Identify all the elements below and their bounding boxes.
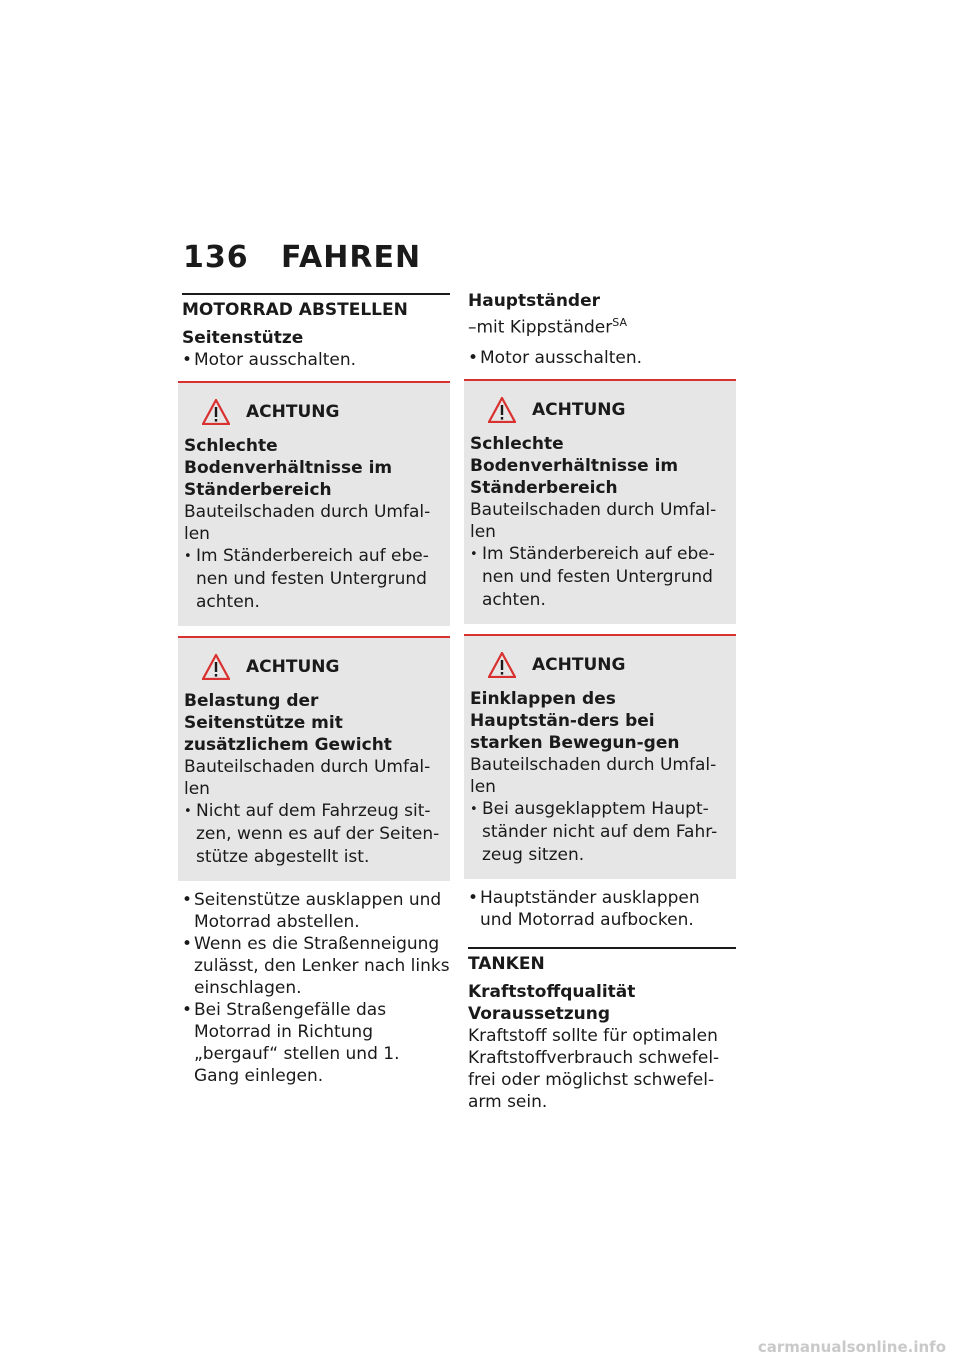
section-title: MOTORRAD ABSTELLEN <box>182 300 408 320</box>
watermark: carmanualsonline.info <box>757 1338 946 1356</box>
warning-title: ACHTUNG <box>532 654 626 675</box>
warning-title: ACHTUNG <box>532 399 626 420</box>
option-superscript: SA <box>612 316 627 329</box>
body-text: Kraftstoff sollte für optimalen Kraftstoffverbrauch schwefel-frei oder möglichst schwefel-arm sein. <box>468 1025 720 1112</box>
option-text: –mit Kippständer <box>468 317 613 338</box>
warning-text: Bauteilschaden durch Umfal-len <box>184 502 431 544</box>
left-column <box>182 293 450 1087</box>
warning-bullet: • Im Ständerbereich auf ebe-nen und festen Untergrund achten. <box>470 543 728 612</box>
right-column <box>468 290 736 1113</box>
warning-triangle-icon <box>488 652 516 678</box>
warning-bullet: • Bei ausgeklapptem Haupt-ständer nicht auf dem Fahr-zeug sitzen. <box>470 798 728 867</box>
bullet-item: • Hauptständer ausklappen und Motorrad aufbocken. <box>468 887 736 931</box>
warning-triangle-icon <box>202 654 230 680</box>
warning-bullet: • Nicht auf dem Fahrzeug sit-zen, wenn es auf der Seiten-stütze abgestellt ist. <box>184 800 442 869</box>
bullet-item: • Motor ausschalten. <box>182 349 450 371</box>
warning-heading: Belastung der Seitenstütze mit zusätzlichem Gewicht <box>184 691 392 755</box>
warning-title: ACHTUNG <box>246 402 340 422</box>
warning-box <box>464 634 736 879</box>
warning-triangle-icon <box>202 399 230 425</box>
section-rule <box>468 947 736 949</box>
section-title: TANKEN <box>468 953 545 974</box>
chapter-title: FAHREN <box>281 240 422 275</box>
warning-title: ACHTUNG <box>246 657 340 677</box>
warning-text: Bauteilschaden durch Umfal-len <box>470 754 717 797</box>
subsection-title: Kraftstoffqualität <box>468 981 636 1002</box>
page-number: 136 <box>183 240 249 275</box>
warning-text: Bauteilschaden durch Umfal-len <box>184 757 431 799</box>
warning-heading: Schlechte Bodenverhältnisse im Ständerbereich <box>470 433 679 498</box>
warning-box <box>178 381 450 626</box>
warning-box <box>178 636 450 881</box>
warning-heading: Schlechte Bodenverhältnisse im Ständerbereich <box>184 436 393 500</box>
section-rule <box>182 293 450 295</box>
page-header <box>183 240 421 275</box>
bullet-item: • Motor ausschalten. <box>468 347 736 369</box>
warning-bullet: • Im Ständerbereich auf ebe-nen und festen Untergrund achten. <box>184 545 442 614</box>
warning-triangle-icon <box>488 397 516 423</box>
bullet-item: • Seitenstütze ausklappen und Motorrad abstellen. <box>182 889 450 933</box>
warning-text: Bauteilschaden durch Umfal-len <box>470 499 717 542</box>
option-line <box>468 312 736 339</box>
warning-box <box>464 379 736 624</box>
prerequisite-title: Voraussetzung <box>468 1003 611 1024</box>
subsection-title: Hauptständer <box>468 291 600 311</box>
bullet-item: • Wenn es die Straßenneigung zulässt, den Lenker nach links einschlagen. <box>182 933 450 999</box>
bullet-item: • Bei Straßengefälle das Motorrad in Richtung „bergauf“ stellen und 1. Gang einlegen. <box>182 999 450 1087</box>
subsection-title: Seitenstütze <box>182 328 304 348</box>
warning-heading: Einklappen des Hauptstän-ders bei starken Bewegun-gen <box>470 688 680 753</box>
